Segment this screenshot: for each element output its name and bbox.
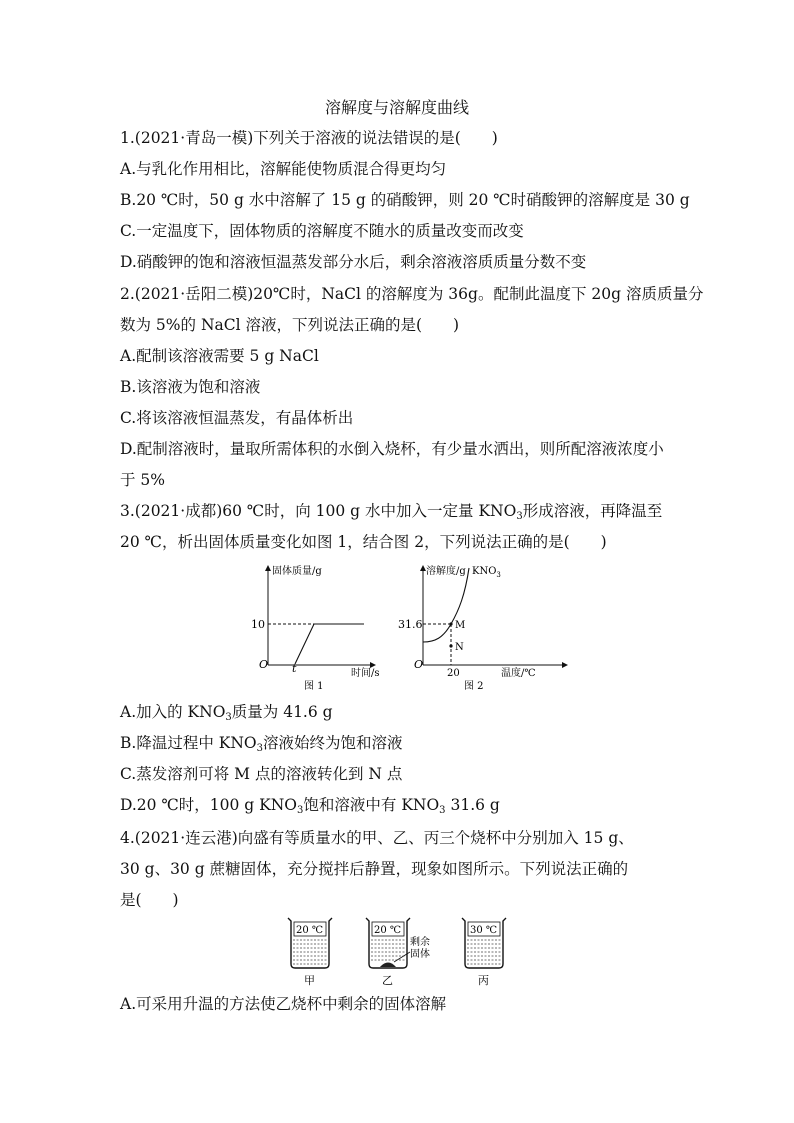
- q1-option-d: D.硝酸钾的饱和溶液恒温蒸发部分水后，剩余溶液溶质质量分数不变: [120, 253, 587, 271]
- y-axis-label: 溶解度/g: [426, 566, 466, 577]
- q3-d-mid: 饱和溶液中有 KNO: [303, 796, 440, 814]
- q3-option-d: [120, 795, 500, 815]
- origin-label: O: [259, 658, 269, 671]
- q2-option-d-line2: 于 5%: [120, 471, 166, 489]
- q3-option-c: C.蒸发溶剂可将 M 点的溶液转化到 N 点: [120, 765, 403, 783]
- q1-option-a: A.与乳化作用相比，溶解能使物质混合得更均匀: [120, 160, 447, 178]
- x-axis-label: 时间/s: [351, 668, 380, 679]
- beaker-temp: 20 ℃: [374, 925, 402, 936]
- q2-option-a: A.配制该溶液需要 5 g NaCl: [120, 347, 319, 365]
- beaker-bing: [462, 918, 506, 987]
- figure-2-chart: [395, 560, 570, 695]
- x-tick-label: t: [292, 662, 297, 675]
- q3-b-post: 溶液始终为饱和溶液: [262, 734, 403, 752]
- residual-note-line2: 固体: [410, 949, 430, 960]
- q4-stem-line1: 4.(2021·连云港)向盛有等质量水的甲、乙、丙三个烧杯中分别加入 15 g、: [120, 829, 634, 847]
- q3-stem-post: 形成溶液，再降温至: [522, 502, 663, 520]
- q2-stem-line2: 数为 5%的 NaCl 溶液，下列说法正确的是( ): [120, 316, 460, 334]
- q3-stem-pre: 3.(2021·成都)60 ℃时，向 100 g 水中加入一定量 KNO: [120, 502, 517, 520]
- q3-b-pre: B.降温过程中 KNO: [120, 734, 257, 752]
- y-tick-label: 31.6: [398, 618, 423, 631]
- figure-1-chart: [240, 560, 380, 695]
- q3-d-post: 31.6 g: [445, 796, 500, 814]
- curve-label-main: KNO: [472, 566, 497, 577]
- series-line: [295, 624, 364, 664]
- point-m: [449, 622, 452, 625]
- residual-note-line1: 剩余: [410, 937, 430, 948]
- figure-caption: 图 1: [304, 681, 324, 692]
- q2-option-c: C.将该溶液恒温蒸发，有晶体析出: [120, 409, 354, 427]
- q2-option-d-line1: D.配制溶液时，量取所需体积的水倒入烧杯，有少量水洒出，则所配溶液浓度小: [120, 440, 664, 458]
- origin-label: O: [414, 658, 424, 671]
- q3-a-post: 质量为 41.6 g: [231, 703, 333, 721]
- x-axis-label: 温度/℃: [501, 668, 536, 679]
- q1-option-b: B.20 ℃时，50 g 水中溶解了 15 g 的硝酸钾，则 20 ℃时硝酸钾的溶解度是 30 g: [120, 191, 690, 209]
- q3-stem-line2: 20 ℃，析出固体质量变化如图 1，结合图 2，下列说法正确的是( ): [120, 533, 607, 551]
- beaker-label: 丙: [478, 974, 489, 987]
- q2-stem-line1: 2.(2021·岳阳二模)20℃时，NaCl 的溶解度为 36g。配制此温度下 20g 溶质质量分: [120, 285, 704, 303]
- q3-option-b: [120, 733, 403, 753]
- subscript: 3: [297, 805, 304, 816]
- q2-option-b: B.该溶液为饱和溶液: [120, 378, 261, 396]
- q1-stem: 1.(2021·青岛一模)下列关于溶液的说法错误的是( ): [120, 129, 498, 147]
- subscript: 3: [439, 805, 446, 816]
- q4-option-a: A.可采用升温的方法使乙烧杯中剩余的固体溶解: [120, 995, 447, 1013]
- y-tick-label: 10: [251, 618, 265, 631]
- beaker-temp: 20 ℃: [296, 925, 324, 936]
- point-n-label: N: [455, 642, 464, 653]
- q3-d-pre: D.20 ℃时，100 g KNO: [120, 796, 298, 814]
- y-axis-label: 固体质量/g: [272, 566, 322, 577]
- point-n: [449, 644, 452, 647]
- q1-option-c: C.一定温度下，固体物质的溶解度不随水的质量改变而改变: [120, 222, 524, 240]
- beaker-jia: [288, 918, 332, 987]
- beakers-figure: [282, 912, 522, 990]
- q3-option-a: [120, 702, 333, 722]
- beaker-temp: 30 ℃: [470, 925, 498, 936]
- beaker-yi: [366, 918, 430, 987]
- beaker-label: 乙: [382, 974, 393, 987]
- point-m-label: M: [455, 620, 466, 631]
- subscript: 3: [225, 712, 232, 723]
- x-tick-label: 20: [447, 668, 460, 679]
- q3-a-pre: A.加入的 KNO: [120, 703, 226, 721]
- q4-stem-line2: 30 g、30 g 蔗糖固体，充分搅拌后静置，现象如图所示。下列说法正确的: [120, 860, 629, 878]
- subscript: 3: [256, 743, 263, 754]
- q3-stem-line1: [120, 501, 662, 521]
- q4-stem-line3: 是( ): [120, 891, 179, 909]
- curve-label-sub: 3: [496, 571, 501, 579]
- beaker-label: 甲: [304, 974, 315, 987]
- page-title: 溶解度与溶解度曲线: [324, 98, 469, 117]
- residual-solid: [380, 963, 396, 968]
- subscript: 3: [516, 511, 523, 522]
- curve-label: [472, 566, 501, 579]
- figure-caption: 图 2: [464, 681, 484, 692]
